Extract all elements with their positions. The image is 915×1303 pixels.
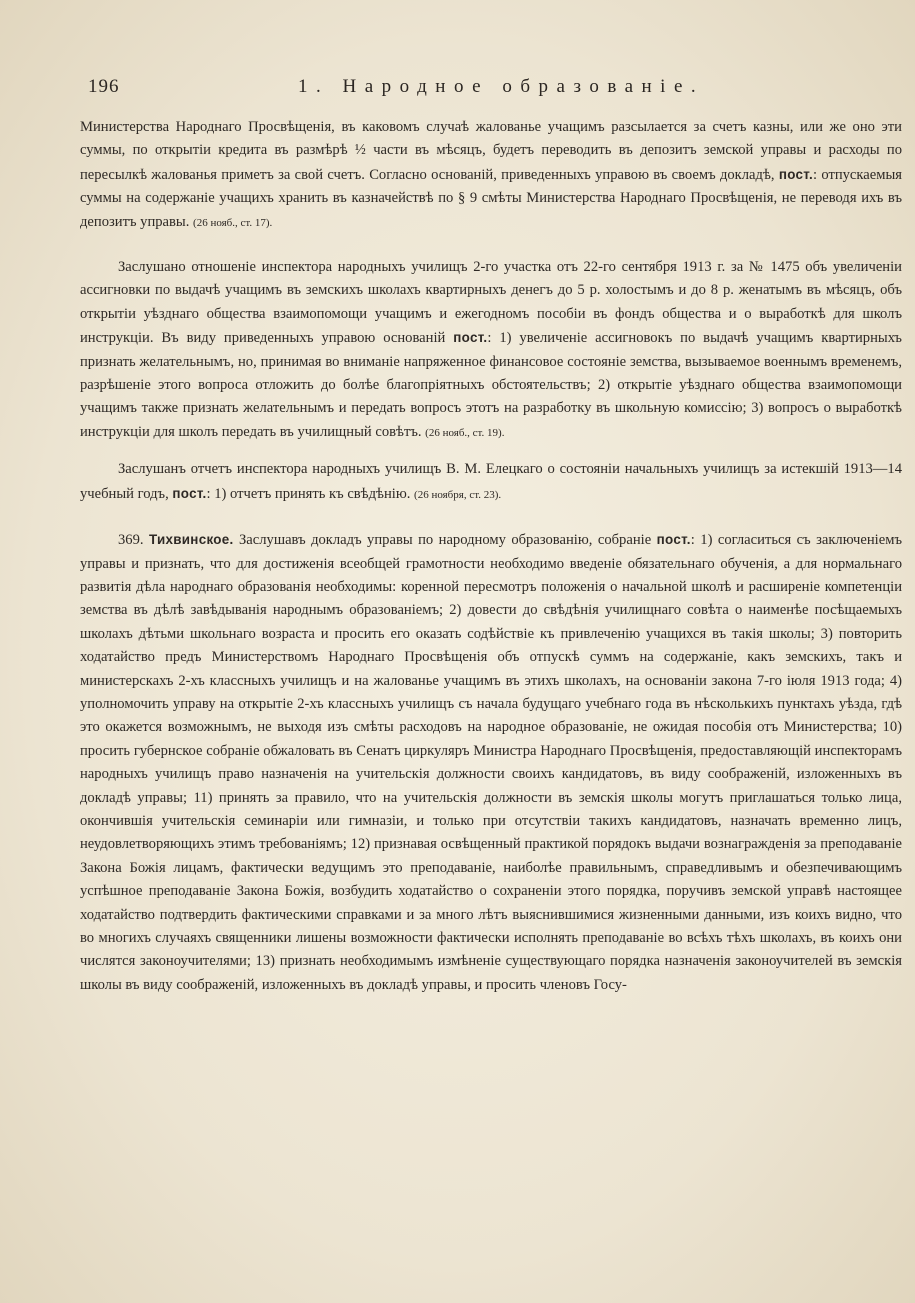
- paragraph-text: : 1) отчетъ принять къ свѣдѣнію.: [206, 485, 415, 502]
- paragraph-text: Заслушанъ отчетъ инспектора народныхъ училищъ В. М. Елецкаго о состояніи начальныхъ училищъ за истекшій 1913—14 учебный годъ,: [80, 461, 902, 502]
- paragraph-text: : отпускаемыя суммы на содержаніе учащихъ хранить въ казначействѣ по § 9 смѣты Министерства Народнаго Просвѣщенія, не переводя ихъ въ депозитъ управы.: [80, 166, 902, 230]
- session-reference: (26 нояб., ст. 17).: [193, 216, 273, 229]
- paragraph-text: Заслушано отношеніе инспектора народныхъ училищъ 2-го участка отъ 22-го сентября 1913 г. за № 1475 объ увеличеніи ассигновки по выдачѣ учащимъ въ земскихъ школахъ квартирныхъ денегъ до 5 р. холостымъ и до 8 р. женатымъ въ мѣсяцъ, объ открытіи уѣзднаго общества взаимопомощи учащимъ и ежегодномъ пособіи въ фондъ общества и о выработкѣ для школъ инструкціи. Въ виду приведенныхъ управою основаній: [80, 259, 902, 347]
- session-reference: (26 ноября, ст. 23).: [414, 488, 502, 501]
- paragraph-eletsky-report: [80, 458, 902, 507]
- body-text: [80, 116, 902, 997]
- keyword-text: пост.: [453, 330, 488, 346]
- paragraph-text: : 1) увеличеніе ассигновокъ по выдачѣ учащимъ квартирныхъ признать желательнымъ, но, принимая во вниманіе напряженное финансовое состояніе земства, вызываемое военнымъ временемъ, разрѣшеніе этого вопроса отложить до болѣе благопріятныхъ обстоятельствъ; 2) открытіе уѣзднаго общества взаимопомощи учащимъ также признать желательнымъ и передать вопросъ этотъ на разработку въ школьную комиссію; 3) вопросъ о выработкѣ инструкціи для школъ передать въ училищный совѣтъ.: [80, 330, 902, 440]
- running-title: 1. Народное образованіе.: [298, 76, 705, 97]
- paragraph-text: : 1) согласиться съ заключеніемъ управы и признать, что для достиженія всеобщей грамотности необходимо введеніе обязательнаго обученія, а для нормальнаго развитія дѣла народнаго образованія необходимы: коренной пересмотръ положенія о начальной школѣ и расширеніе компетенціи земства въ дѣлѣ завѣдыванія народнымъ образованіемъ; 2) довести до свѣдѣнія училищнаго совѣта о наименѣе посѣщаемыхъ школахъ дѣтьми школьнаго возраста и просить его оказать содѣйствіе къ привлеченію учащихся въ такія школы; 3) повторить ходатайство предъ Министерствомъ Народнаго Просвѣщенія объ отпускѣ суммъ на содержаніе, какъ земскихъ, такъ и министерскахъ 2-хъ классныхъ училищъ и на жалованье учащимъ въ этихъ школахъ, на основаніи закона 7-го іюля 1913 года; 4) уполномочить управу на открытіе 2-хъ классныхъ училищъ съ начала будущаго учебнаго года въ нѣсколькихъ пунктахъ уѣзда, гдѣ это окажется возможнымъ, не выходя изъ смѣты расходовъ на народное образованіе, не ожидая пособія отъ Министерства; 10) просить губернское собраніе обжаловать въ Сенатъ циркуляръ Министра Народнаго Просвѣщенія, предоставляющій инспекторамъ народныхъ училищъ право назначенія на учительскія должности своихъ кандидатовъ, въ виду соображеній, изложенныхъ въ докладѣ управы; 11) принять за правило, что на учительскія должности въ земскія школы могутъ приглашаться только лица, окончившія учительскія семинаріи или гимназіи, и только при отсутствіи такихъ кандидатовъ, назначать временно лицъ, неудовлетворяющихъ этимъ требованіямъ; 12) признавая освѣщенный практикой порядокъ выдачи вознагражденія за преподаваніе Закона Божія лицамъ, фактически ведущимъ это преподаваніе, наиболѣе правильнымъ, справедливымъ и обезпечивающимъ успѣшное преподаваніе Закона Божія, возбудить ходатайство о сохраненіи этого порядка, поручивъ земской управѣ настоящее ходатайство подтвердить фактическими справками и за много лѣтъ выяснившимися жизненными данными, изъ коихъ видно, что во многихъ случаяхъ священники лишены возможности фактически исполнять преподаваніе во всѣхъ тѣхъ школахъ, въ коихъ они числятся законоучителями; 13) признать необходимымъ измѣненіе существующаго порядка назначенія законоучителей въ земскія школы въ виду соображеній, изложенныхъ въ докладѣ управы, и просить членовъ Госу-: [80, 532, 902, 993]
- keyword-text: пост.: [778, 166, 813, 182]
- paragraph-tikhvin-section: [80, 528, 902, 997]
- paragraph-text: 369.: [118, 532, 149, 549]
- keyword-text: пост.: [656, 532, 691, 548]
- paragraph-continuation: [80, 116, 902, 235]
- page-number: 196: [88, 76, 120, 97]
- session-reference: (26 нояб., ст. 19).: [425, 426, 505, 439]
- page-header: [88, 76, 890, 102]
- keyword-text: Тихвинское.: [149, 532, 234, 548]
- keyword-text: пост.: [172, 485, 207, 501]
- paragraph-text: Заслушавъ докладъ управы по народному образованію, собраніе: [233, 532, 657, 549]
- paragraph-text: Министерства Народнаго Просвѣщенія, въ каковомъ случаѣ жалованье учащимъ разсылается за счетъ казны, или же оно эти суммы, по открытіи кредита въ размѣрѣ ½ части въ мѣсяцъ, будетъ переводить въ депозитъ земской управы и расходы по пересылкѣ жалованья приметъ за свой счетъ. Согласно основаній, приведенныхъ управою въ своемъ докладѣ,: [80, 119, 902, 183]
- paragraph-inspector-report: [80, 256, 902, 445]
